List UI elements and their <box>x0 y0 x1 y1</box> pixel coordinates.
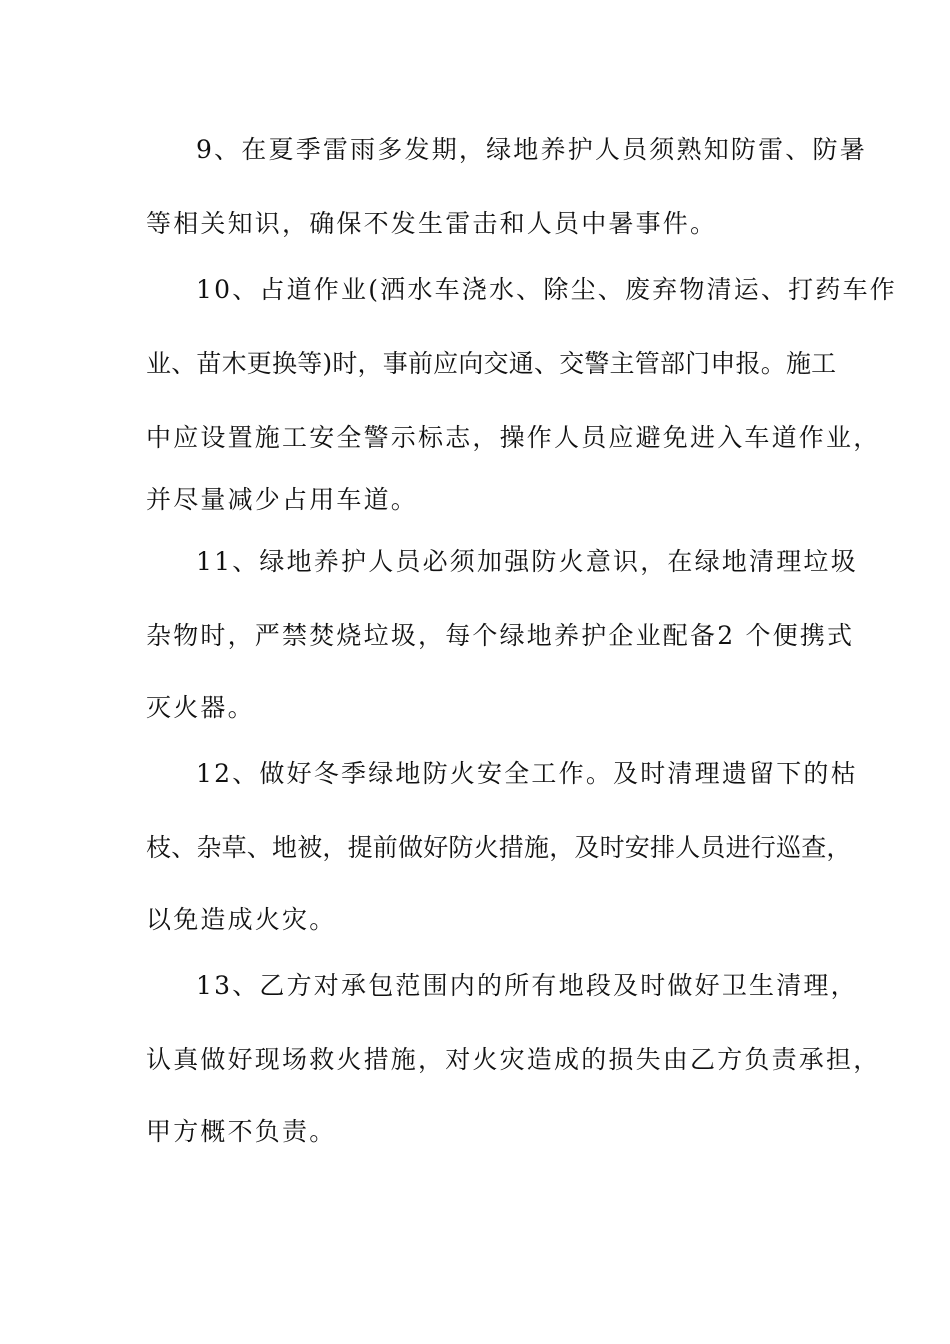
text-line: 认真做好现场救火措施，对火灾造成的损失由乙方负责承担， <box>146 1045 881 1074</box>
text-line: 12、做好冬季绿地防火安全工作。及时清理遗留下的枯 <box>196 759 858 788</box>
text-line: 杂物时，严禁焚烧垃圾，每个绿地养护企业配备2 个便携式 <box>146 621 855 650</box>
text-line: 甲方概不负责。 <box>146 1117 337 1146</box>
text-line: 9、在夏季雷雨多发期，绿地养护人员须熟知防雷、防暑 <box>196 135 867 164</box>
text-line: 中应设置施工安全警示标志，操作人员应避免进入车道作业， <box>146 423 881 452</box>
text-line: 并尽量减少占用车道。 <box>146 485 419 514</box>
text-line: 等相关知识，确保不发生雷击和人员中暑事件。 <box>146 209 718 238</box>
text-line: 13、乙方对承包范围内的所有地段及时做好卫生清理， <box>196 971 858 1000</box>
text-line: 枝、杂草、地被，提前做好防火措施，及时安排人员进行巡查， <box>146 833 852 862</box>
text-line: 10、占道作业(洒水车浇水、除尘、废弃物清运、打药车作 <box>196 275 897 304</box>
text-line: 以免造成火灾。 <box>146 905 337 934</box>
text-line: 灭火器。 <box>146 693 255 722</box>
text-line: 业、苗木更换等)时，事前应向交通、交警主管部门申报。施工 <box>146 349 837 378</box>
text-line: 11、绿地养护人员必须加强防火意识，在绿地清理垃圾 <box>196 547 858 576</box>
